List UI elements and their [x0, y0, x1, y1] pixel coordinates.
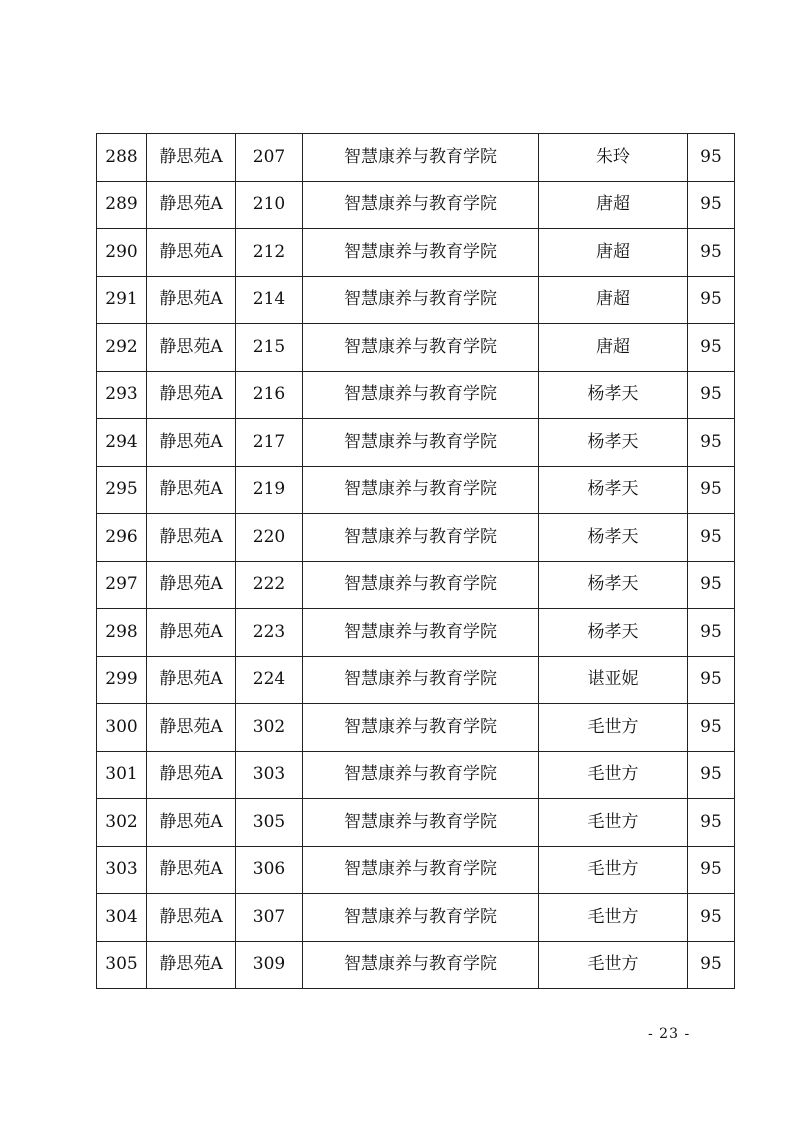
college-cell: 智慧康养与教育学院 [303, 751, 539, 799]
building-cell: 静思苑A [147, 609, 236, 657]
page-number: - 23 - [648, 1026, 691, 1042]
building-cell: 静思苑A [147, 704, 236, 752]
score-cell: 95 [688, 181, 735, 229]
serial-number-cell: 301 [97, 751, 147, 799]
score-cell: 95 [688, 846, 735, 894]
room-number-cell: 207 [236, 134, 303, 182]
college-cell: 智慧康养与教育学院 [303, 466, 539, 514]
table-row [97, 276, 735, 324]
table-row [97, 324, 735, 372]
room-number-cell: 303 [236, 751, 303, 799]
serial-number-cell: 292 [97, 324, 147, 372]
serial-number-cell: 299 [97, 656, 147, 704]
score-cell: 95 [688, 324, 735, 372]
building-cell: 静思苑A [147, 941, 236, 989]
person-name-cell: 唐超 [539, 181, 688, 229]
person-name-cell: 毛世方 [539, 799, 688, 847]
score-cell: 95 [688, 229, 735, 277]
room-number-cell: 216 [236, 371, 303, 419]
table-body [97, 134, 735, 989]
score-cell: 95 [688, 656, 735, 704]
score-cell: 95 [688, 371, 735, 419]
table-row [97, 371, 735, 419]
room-number-cell: 305 [236, 799, 303, 847]
person-name-cell: 毛世方 [539, 894, 688, 942]
room-number-cell: 219 [236, 466, 303, 514]
person-name-cell: 杨孝天 [539, 609, 688, 657]
building-cell: 静思苑A [147, 561, 236, 609]
score-cell: 95 [688, 466, 735, 514]
dormitory-score-table [96, 133, 735, 989]
room-number-cell: 302 [236, 704, 303, 752]
building-cell: 静思苑A [147, 229, 236, 277]
serial-number-cell: 298 [97, 609, 147, 657]
table-row [97, 419, 735, 467]
person-name-cell: 杨孝天 [539, 561, 688, 609]
serial-number-cell: 290 [97, 229, 147, 277]
building-cell: 静思苑A [147, 276, 236, 324]
table-row [97, 514, 735, 562]
table-row [97, 181, 735, 229]
college-cell: 智慧康养与教育学院 [303, 941, 539, 989]
table-row [97, 751, 735, 799]
serial-number-cell: 293 [97, 371, 147, 419]
building-cell: 静思苑A [147, 324, 236, 372]
room-number-cell: 217 [236, 419, 303, 467]
person-name-cell: 毛世方 [539, 846, 688, 894]
building-cell: 静思苑A [147, 419, 236, 467]
serial-number-cell: 302 [97, 799, 147, 847]
building-cell: 静思苑A [147, 894, 236, 942]
table-row [97, 134, 735, 182]
score-cell: 95 [688, 799, 735, 847]
serial-number-cell: 304 [97, 894, 147, 942]
serial-number-cell: 294 [97, 419, 147, 467]
building-cell: 静思苑A [147, 371, 236, 419]
table-row [97, 941, 735, 989]
building-cell: 静思苑A [147, 181, 236, 229]
college-cell: 智慧康养与教育学院 [303, 704, 539, 752]
serial-number-cell: 296 [97, 514, 147, 562]
score-cell: 95 [688, 276, 735, 324]
building-cell: 静思苑A [147, 656, 236, 704]
person-name-cell: 杨孝天 [539, 514, 688, 562]
building-cell: 静思苑A [147, 134, 236, 182]
score-cell: 95 [688, 514, 735, 562]
table-row [97, 609, 735, 657]
score-cell: 95 [688, 894, 735, 942]
person-name-cell: 唐超 [539, 276, 688, 324]
room-number-cell: 212 [236, 229, 303, 277]
serial-number-cell: 288 [97, 134, 147, 182]
college-cell: 智慧康养与教育学院 [303, 181, 539, 229]
college-cell: 智慧康养与教育学院 [303, 514, 539, 562]
person-name-cell: 杨孝天 [539, 419, 688, 467]
room-number-cell: 222 [236, 561, 303, 609]
room-number-cell: 220 [236, 514, 303, 562]
score-cell: 95 [688, 134, 735, 182]
college-cell: 智慧康养与教育学院 [303, 894, 539, 942]
serial-number-cell: 300 [97, 704, 147, 752]
person-name-cell: 唐超 [539, 229, 688, 277]
table-row [97, 656, 735, 704]
serial-number-cell: 295 [97, 466, 147, 514]
room-number-cell: 309 [236, 941, 303, 989]
building-cell: 静思苑A [147, 846, 236, 894]
person-name-cell: 朱玲 [539, 134, 688, 182]
college-cell: 智慧康养与教育学院 [303, 134, 539, 182]
serial-number-cell: 297 [97, 561, 147, 609]
room-number-cell: 215 [236, 324, 303, 372]
serial-number-cell: 305 [97, 941, 147, 989]
score-cell: 95 [688, 609, 735, 657]
score-cell: 95 [688, 419, 735, 467]
table-row [97, 229, 735, 277]
person-name-cell: 杨孝天 [539, 371, 688, 419]
room-number-cell: 223 [236, 609, 303, 657]
table-row [97, 561, 735, 609]
serial-number-cell: 303 [97, 846, 147, 894]
college-cell: 智慧康养与教育学院 [303, 609, 539, 657]
person-name-cell: 毛世方 [539, 941, 688, 989]
room-number-cell: 210 [236, 181, 303, 229]
college-cell: 智慧康养与教育学院 [303, 846, 539, 894]
person-name-cell: 毛世方 [539, 704, 688, 752]
room-number-cell: 214 [236, 276, 303, 324]
person-name-cell: 唐超 [539, 324, 688, 372]
college-cell: 智慧康养与教育学院 [303, 276, 539, 324]
college-cell: 智慧康养与教育学院 [303, 656, 539, 704]
building-cell: 静思苑A [147, 751, 236, 799]
table-row [97, 846, 735, 894]
room-number-cell: 224 [236, 656, 303, 704]
score-cell: 95 [688, 561, 735, 609]
building-cell: 静思苑A [147, 799, 236, 847]
college-cell: 智慧康养与教育学院 [303, 371, 539, 419]
college-cell: 智慧康养与教育学院 [303, 324, 539, 372]
building-cell: 静思苑A [147, 514, 236, 562]
college-cell: 智慧康养与教育学院 [303, 561, 539, 609]
building-cell: 静思苑A [147, 466, 236, 514]
table-row [97, 894, 735, 942]
table-row [97, 704, 735, 752]
person-name-cell: 谌亚妮 [539, 656, 688, 704]
score-cell: 95 [688, 704, 735, 752]
score-cell: 95 [688, 941, 735, 989]
room-number-cell: 307 [236, 894, 303, 942]
table-row [97, 799, 735, 847]
score-cell: 95 [688, 751, 735, 799]
college-cell: 智慧康养与教育学院 [303, 229, 539, 277]
room-number-cell: 306 [236, 846, 303, 894]
person-name-cell: 毛世方 [539, 751, 688, 799]
table-row [97, 466, 735, 514]
college-cell: 智慧康养与教育学院 [303, 799, 539, 847]
person-name-cell: 杨孝天 [539, 466, 688, 514]
serial-number-cell: 291 [97, 276, 147, 324]
college-cell: 智慧康养与教育学院 [303, 419, 539, 467]
serial-number-cell: 289 [97, 181, 147, 229]
